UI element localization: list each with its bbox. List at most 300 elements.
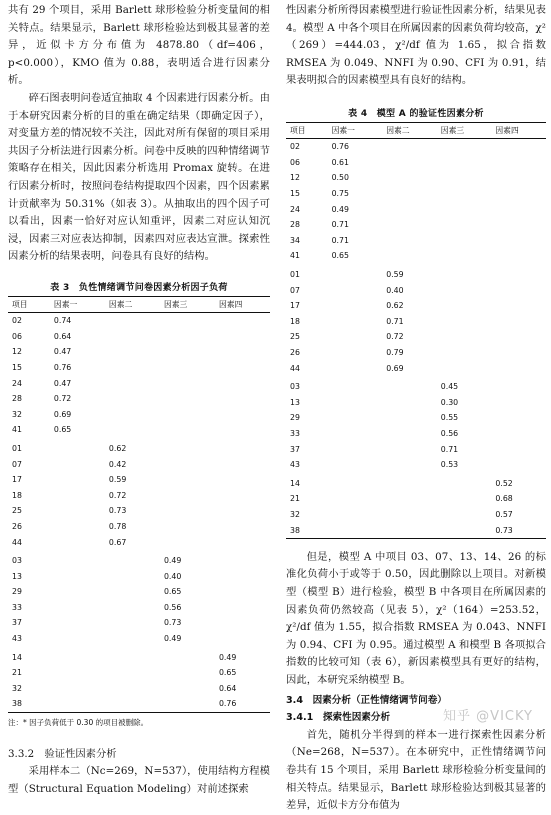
- loading-cell: [328, 457, 383, 473]
- item-id-cell: 18: [12, 490, 22, 500]
- watermark: 知乎 @VICKY: [443, 709, 533, 724]
- loading-cell: [382, 457, 437, 473]
- table-row: [286, 155, 546, 171]
- loading-cell: [328, 522, 383, 538]
- loading-cell: 0.69: [53, 409, 72, 419]
- loading-cell: 0.59: [386, 270, 404, 280]
- table-row: [286, 472, 546, 491]
- loading-cell: [382, 217, 437, 233]
- loading-cell: [491, 138, 546, 154]
- table-row: [286, 410, 546, 426]
- loading-cell: [215, 312, 270, 328]
- item-id-cell: 28: [12, 394, 22, 404]
- table-row: [286, 457, 546, 473]
- table-row: [286, 201, 546, 217]
- loading-cell: [105, 681, 160, 697]
- loading-cell: [382, 472, 437, 491]
- loading-cell: 0.50: [331, 173, 349, 183]
- table-3-note: 注：* 因子负荷低于 0.30 的项目被删除。: [8, 717, 149, 727]
- loading-cell: 0.59: [108, 475, 127, 485]
- table-row: [8, 615, 270, 631]
- item-id-cell: 34: [290, 235, 300, 245]
- loading-cell: 0.53: [440, 460, 459, 470]
- item-id-cell: 33: [12, 602, 22, 612]
- left-paragraph-1: 共有 29 个项目，采用 Barlett 球形检验分析变量间的相关特点。结果显示，Barlett 球形检验达到极其显著的差异，近似卡方分布值为 4878.80（df=406，p<0.000），KMO 值为 0.88，表明适合进行因素分析。: [8, 4, 270, 87]
- loading-cell: [160, 360, 215, 376]
- table-row: [286, 282, 546, 298]
- loading-cell: [437, 491, 492, 507]
- loading-cell: [328, 345, 383, 361]
- loading-cell: [382, 410, 437, 426]
- loading-cell: [491, 376, 546, 395]
- loading-cell: [437, 329, 492, 345]
- loading-cell: [437, 248, 492, 264]
- item-id-cell: 41: [290, 251, 300, 261]
- loading-cell: [105, 550, 160, 569]
- item-id-cell: 21: [12, 668, 22, 678]
- item-id-cell: 06: [290, 157, 300, 167]
- loading-cell: [105, 631, 160, 647]
- loading-cell: 0.71: [331, 235, 349, 245]
- loading-cell: [50, 456, 105, 472]
- loading-cell: 0.62: [108, 443, 127, 453]
- loading-cell: 0.72: [108, 490, 127, 500]
- table-row: [8, 360, 270, 376]
- loading-cell: [105, 406, 160, 422]
- loading-cell: [105, 375, 160, 391]
- loading-cell: 0.42: [108, 459, 127, 469]
- loading-cell: [328, 360, 383, 376]
- table-header-cell: 因素四: [218, 299, 243, 309]
- loading-cell: [437, 138, 492, 154]
- loading-cell: 0.76: [218, 699, 237, 709]
- table-row: [8, 472, 270, 488]
- loading-cell: [50, 472, 105, 488]
- loading-cell: [328, 282, 383, 298]
- item-id-cell: 43: [290, 460, 300, 470]
- loading-cell: [328, 314, 383, 330]
- table-row: [8, 312, 270, 328]
- loading-cell: [491, 170, 546, 186]
- loading-cell: 0.68: [495, 494, 513, 504]
- loading-cell: [215, 472, 270, 488]
- table-row: [8, 329, 270, 345]
- item-id-cell: 14: [290, 478, 300, 488]
- loading-cell: [491, 155, 546, 171]
- loading-cell: 0.75: [331, 189, 349, 199]
- loading-cell: [382, 170, 437, 186]
- loading-cell: [50, 584, 105, 600]
- item-id-cell: 13: [12, 571, 22, 581]
- table-4-caption: 表 4 模型 A 的验证性因素分析: [348, 108, 484, 119]
- loading-cell: [160, 391, 215, 407]
- loading-cell: [491, 248, 546, 264]
- item-id-cell: 25: [290, 332, 300, 342]
- loading-cell: 0.47: [53, 378, 72, 388]
- table-row: [8, 422, 270, 438]
- loading-cell: [215, 519, 270, 535]
- loading-cell: [382, 394, 437, 410]
- loading-cell: [215, 406, 270, 422]
- loading-cell: [215, 631, 270, 647]
- loading-cell: [491, 457, 546, 473]
- left-column: [8, 0, 270, 799]
- loading-cell: [328, 394, 383, 410]
- loading-cell: [437, 264, 492, 283]
- table-row: [286, 186, 546, 202]
- loading-cell: [105, 391, 160, 407]
- item-id-cell: 13: [290, 397, 300, 407]
- loading-cell: [328, 298, 383, 314]
- item-id-cell: 32: [12, 409, 22, 419]
- loading-cell: [215, 487, 270, 503]
- table-header-cell: 因素二: [386, 125, 410, 135]
- item-id-cell: 21: [290, 494, 300, 504]
- loading-cell: 0.45: [440, 382, 459, 392]
- table-row: [8, 438, 270, 457]
- item-id-cell: 37: [12, 618, 22, 628]
- right-paragraph-1: 性因素分析所得因素模型进行验证性因素分析，结果见表 4。模型 A 中各个项目在所属因素的因素负荷均较高，χ²（269）=444.03，χ²/df 值为 1.65，拟合指数 RMSEA 为 0.049、NNFI 为 0.90、CFI 为 0.91，结果表明拟合的因素模型具有良好的结构。: [286, 4, 546, 87]
- table-row: [286, 329, 546, 345]
- loading-cell: [50, 600, 105, 616]
- loading-cell: [382, 233, 437, 249]
- loading-cell: [328, 491, 383, 507]
- loading-cell: 0.49: [163, 634, 182, 644]
- loading-cell: [160, 503, 215, 519]
- table-3-grid: [8, 296, 270, 713]
- loading-cell: 0.56: [440, 428, 459, 438]
- table-row: [8, 600, 270, 616]
- table-row: [286, 491, 546, 507]
- loading-cell: [215, 329, 270, 345]
- loading-cell: [105, 600, 160, 616]
- table-row: [286, 345, 546, 361]
- loading-cell: [105, 568, 160, 584]
- table-header-cell: 因素四: [495, 125, 519, 135]
- loading-cell: [50, 568, 105, 584]
- item-id-cell: 02: [12, 316, 22, 326]
- loading-cell: [160, 456, 215, 472]
- loading-cell: [328, 472, 383, 491]
- loading-cell: [215, 534, 270, 550]
- loading-cell: [437, 170, 492, 186]
- section-3-4-1-heading: 3.4.1 探索性因素分析: [286, 712, 391, 724]
- loading-cell: 0.73: [495, 525, 513, 535]
- loading-cell: [215, 584, 270, 600]
- table-row: [8, 681, 270, 697]
- loading-cell: [491, 360, 546, 376]
- loading-cell: [215, 375, 270, 391]
- item-id-cell: 03: [12, 556, 22, 566]
- item-id-cell: 32: [12, 683, 22, 693]
- loading-cell: [382, 376, 437, 395]
- loading-cell: 0.52: [495, 478, 513, 488]
- table-3-caption: 表 3 负性情绪调节问卷因素分析因子负荷: [50, 282, 228, 293]
- table-header-cell: 因素三: [440, 125, 465, 135]
- loading-cell: [491, 394, 546, 410]
- loading-cell: [160, 312, 215, 328]
- loading-cell: 0.74: [53, 316, 72, 326]
- table-row: [286, 441, 546, 457]
- table-row: [286, 170, 546, 186]
- loading-cell: 0.65: [53, 425, 72, 435]
- loading-cell: [382, 155, 437, 171]
- loading-cell: [215, 568, 270, 584]
- table-row: [286, 314, 546, 330]
- table-header-cell: 因素一: [331, 125, 355, 135]
- item-id-cell: 29: [290, 413, 300, 423]
- loading-cell: [382, 507, 437, 523]
- loading-cell: 0.71: [386, 316, 404, 326]
- table-row: [286, 233, 546, 249]
- table-header-cell: 因素三: [163, 299, 188, 309]
- loading-cell: [491, 233, 546, 249]
- loading-cell: [50, 615, 105, 631]
- table-header-cell: 项目: [290, 125, 306, 135]
- table-row: [286, 264, 546, 283]
- table-row: [286, 426, 546, 442]
- item-id-cell: 44: [290, 363, 300, 373]
- loading-cell: [437, 314, 492, 330]
- loading-cell: [215, 344, 270, 360]
- loading-cell: [491, 345, 546, 361]
- loading-cell: [382, 186, 437, 202]
- right-column: [286, 0, 546, 815]
- section-3-3-2-heading: 3.3.2 验证性因素分析: [8, 747, 117, 760]
- loading-cell: [160, 329, 215, 345]
- item-id-cell: 38: [290, 525, 300, 535]
- item-id-cell: 37: [290, 444, 300, 454]
- table-row: [286, 376, 546, 395]
- loading-cell: [382, 522, 437, 538]
- table-row: [286, 522, 546, 538]
- loading-cell: 0.65: [331, 251, 349, 261]
- table-row: [8, 696, 270, 712]
- right-paragraph-2: 但是，模型 A 中项目 03、07、13、14、26 的标准化负荷小于或等于 0.50，因此删除以上项目。对新模型（模型 B）进行检验，模型 B 中各项目在所属因素的因素负荷仍然较高（见表 5），χ²（164）=253.52，χ²/df 值为 1.55，拟合指数 RMSEA 为 0.043、NNFI 为 0.94、CFI 为 0.95。通过模型 A 和模型 B 各项拟合指数的比较可知（表 6），新因素模型具有更好的结构，因此，本研究采纳模型 B。: [286, 550, 546, 686]
- loading-cell: [160, 344, 215, 360]
- loading-cell: [491, 314, 546, 330]
- table-row: [8, 631, 270, 647]
- item-id-cell: 14: [12, 652, 22, 662]
- table-row: [8, 487, 270, 503]
- loading-cell: 0.69: [386, 363, 404, 373]
- loading-cell: [437, 472, 492, 491]
- loading-cell: [105, 646, 160, 665]
- item-id-cell: 06: [12, 331, 22, 341]
- table-row: [8, 456, 270, 472]
- loading-cell: 0.76: [53, 362, 72, 372]
- loading-cell: [160, 519, 215, 535]
- item-id-cell: 24: [12, 378, 22, 388]
- loading-cell: [491, 426, 546, 442]
- loading-cell: [215, 503, 270, 519]
- loading-cell: [50, 550, 105, 569]
- table-row: [286, 248, 546, 264]
- loading-cell: [437, 345, 492, 361]
- loading-cell: [50, 519, 105, 535]
- loading-cell: [105, 584, 160, 600]
- item-id-cell: 03: [290, 382, 300, 392]
- item-id-cell: 15: [290, 189, 300, 199]
- loading-cell: [160, 406, 215, 422]
- loading-cell: 0.47: [53, 347, 72, 357]
- item-id-cell: 33: [290, 428, 300, 438]
- item-id-cell: 01: [12, 443, 22, 453]
- item-id-cell: 28: [290, 220, 300, 230]
- right-paragraph-3: 首先，随机分半得到的样本一进行探索性因素分析（Ne=268，N=537）。在本研究中，正性情绪调节问卷共有 15 个项目，采用 Barlett 球形检验分析变量间的相关特点。结果显示，Barlett 球形检验达到极其显著的差异，近似卡方分布值为: [286, 728, 546, 812]
- loading-cell: [160, 487, 215, 503]
- item-id-cell: 25: [12, 506, 22, 516]
- loading-cell: [105, 312, 160, 328]
- item-id-cell: 38: [12, 699, 22, 709]
- item-id-cell: 26: [12, 521, 22, 531]
- table-row: [286, 138, 546, 154]
- table-row: [8, 534, 270, 550]
- loading-cell: [491, 298, 546, 314]
- loading-cell: [105, 360, 160, 376]
- item-id-cell: 18: [290, 316, 300, 326]
- loading-cell: 0.40: [163, 571, 182, 581]
- item-id-cell: 41: [12, 425, 22, 435]
- loading-cell: [160, 438, 215, 457]
- loading-cell: 0.71: [440, 444, 459, 454]
- item-id-cell: 17: [290, 301, 300, 311]
- item-id-cell: 07: [290, 285, 300, 295]
- loading-cell: [491, 441, 546, 457]
- loading-cell: [437, 522, 492, 538]
- table-4-grid: [286, 122, 546, 539]
- loading-cell: 0.30: [440, 397, 459, 407]
- loading-cell: 0.49: [218, 652, 237, 662]
- loading-cell: [437, 186, 492, 202]
- table-row: [286, 298, 546, 314]
- loading-cell: [328, 264, 383, 283]
- loading-cell: [50, 534, 105, 550]
- loading-cell: [50, 487, 105, 503]
- loading-cell: 0.61: [331, 157, 349, 167]
- table-3: [8, 280, 270, 728]
- loading-cell: [382, 248, 437, 264]
- loading-cell: [328, 376, 383, 395]
- loading-cell: [160, 665, 215, 681]
- loading-cell: 0.71: [331, 220, 349, 230]
- loading-cell: [160, 375, 215, 391]
- loading-cell: [328, 410, 383, 426]
- loading-cell: [215, 360, 270, 376]
- loading-cell: 0.49: [331, 204, 349, 214]
- loading-cell: 0.73: [163, 618, 182, 628]
- table-row: [8, 519, 270, 535]
- loading-cell: 0.65: [218, 668, 237, 678]
- loading-cell: 0.40: [386, 285, 404, 295]
- table-header-cell: 因素二: [108, 299, 133, 309]
- table-row: [8, 375, 270, 391]
- loading-cell: [215, 438, 270, 457]
- loading-cell: [437, 298, 492, 314]
- loading-cell: [437, 233, 492, 249]
- left-paragraph-2: 碎石图表明问卷适宜抽取 4 个因素进行因素分析。由于本研究因素分析的目的重在确定结果（即确定因子），对变量方差的情况较不关注，因此对所有保留的项目采用共因子分析法进行因素分析。问卷中反映的四种情绪调节策略存在相关，因此因素分析选用 Promax 旋转。在进行因素分析时，按照问卷结构提取四个因素，四个因素累计贡献率为 50.31%（如表 3）。从抽取出的四个因子可以看出，因素一恰好对应认知重评，因素二对应认知沉浸，因素三对应表达抑制，因素四对应表达宣泄。探索性因素分析的结果表明，问卷具有良好的结构。: [8, 91, 270, 263]
- item-id-cell: 44: [12, 537, 22, 547]
- item-id-cell: 02: [290, 142, 300, 152]
- loading-cell: [105, 696, 160, 712]
- item-id-cell: 15: [12, 362, 22, 372]
- loading-cell: [437, 201, 492, 217]
- loading-cell: [160, 534, 215, 550]
- table-header-cell: 项目: [12, 299, 28, 309]
- loading-cell: [50, 631, 105, 647]
- loading-cell: 0.55: [440, 413, 459, 423]
- loading-cell: [215, 550, 270, 569]
- loading-cell: 0.57: [495, 509, 513, 519]
- loading-cell: [328, 329, 383, 345]
- loading-cell: [437, 155, 492, 171]
- loading-cell: [437, 217, 492, 233]
- loading-cell: [105, 344, 160, 360]
- table-row: [8, 550, 270, 569]
- loading-cell: 0.67: [108, 537, 127, 547]
- loading-cell: [105, 329, 160, 345]
- item-id-cell: 43: [12, 634, 22, 644]
- table-row: [8, 646, 270, 665]
- item-id-cell: 24: [290, 204, 300, 214]
- item-id-cell: 07: [12, 459, 22, 469]
- loading-cell: [215, 615, 270, 631]
- item-id-cell: 17: [12, 475, 22, 485]
- loading-cell: [382, 201, 437, 217]
- loading-cell: [105, 665, 160, 681]
- loading-cell: [328, 507, 383, 523]
- loading-cell: 0.76: [331, 142, 349, 152]
- loading-cell: [105, 615, 160, 631]
- loading-cell: [382, 138, 437, 154]
- loading-cell: [105, 422, 160, 438]
- item-id-cell: 26: [290, 347, 300, 357]
- loading-cell: [50, 665, 105, 681]
- loading-cell: 0.62: [386, 301, 404, 311]
- table-row: [8, 665, 270, 681]
- loading-cell: [491, 410, 546, 426]
- item-id-cell: 12: [12, 347, 22, 357]
- loading-cell: [491, 217, 546, 233]
- loading-cell: [328, 441, 383, 457]
- left-paragraph-3: 采用样本二（Nc=269，N=537），使用结构方程模型（Structural Equation Modeling）对前述探索: [8, 765, 270, 795]
- loading-cell: 0.65: [163, 587, 182, 597]
- loading-cell: 0.72: [53, 394, 72, 404]
- loading-cell: 0.56: [163, 602, 182, 612]
- table-4: [286, 106, 546, 539]
- loading-cell: [50, 646, 105, 665]
- table-row: [286, 217, 546, 233]
- loading-cell: [491, 186, 546, 202]
- table-row: [8, 503, 270, 519]
- item-id-cell: 01: [290, 270, 300, 280]
- table-row: [286, 360, 546, 376]
- loading-cell: 0.49: [163, 556, 182, 566]
- loading-cell: [491, 282, 546, 298]
- loading-cell: [160, 646, 215, 665]
- table-row: [286, 507, 546, 523]
- loading-cell: [50, 503, 105, 519]
- loading-cell: [382, 441, 437, 457]
- item-id-cell: 29: [12, 587, 22, 597]
- loading-cell: [215, 456, 270, 472]
- item-id-cell: 12: [290, 173, 300, 183]
- loading-cell: [328, 426, 383, 442]
- loading-cell: 0.64: [218, 683, 237, 693]
- item-id-cell: 32: [290, 509, 300, 519]
- loading-cell: [160, 696, 215, 712]
- loading-cell: [160, 681, 215, 697]
